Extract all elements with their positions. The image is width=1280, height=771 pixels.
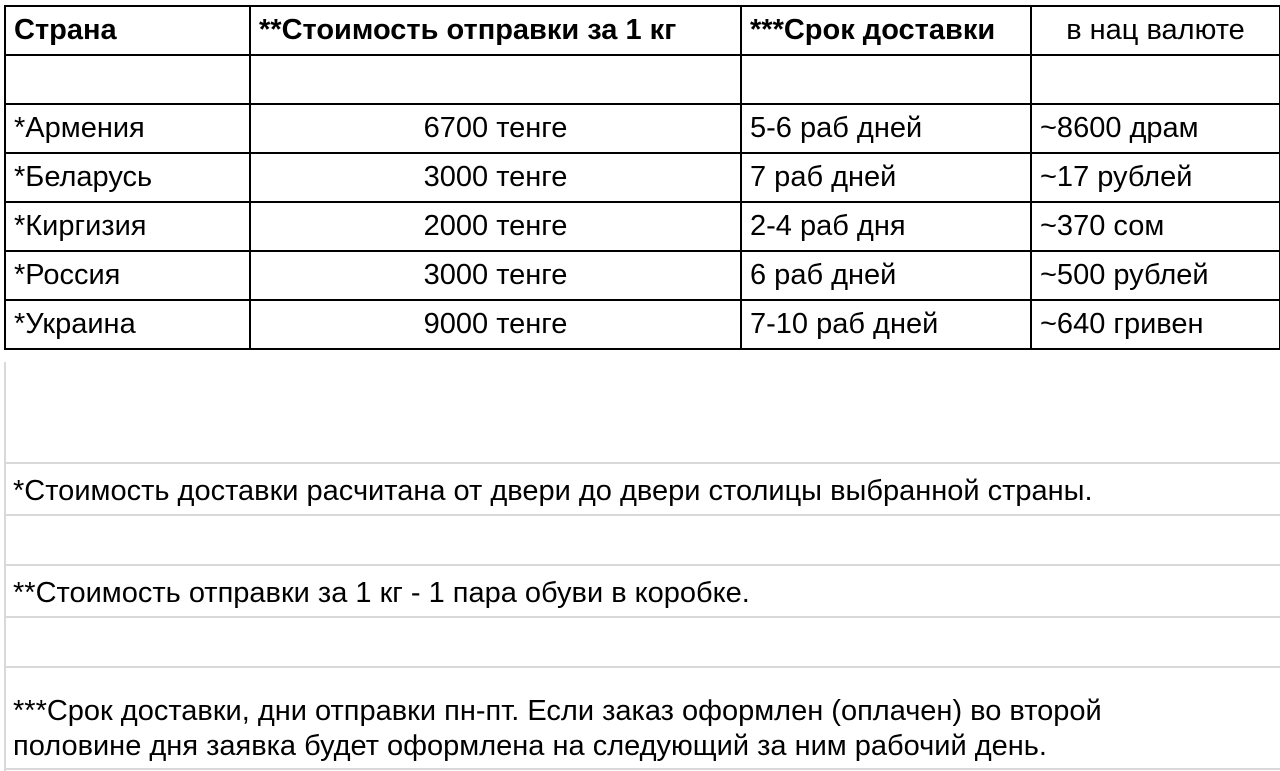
note-delivery-cost[interactable]: *Стоимость доставки расчитана от двери до двери столицы выбранной страны. (13, 475, 1093, 507)
table-row (5, 202, 1280, 251)
country-cell[interactable]: *Киргизия (5, 202, 250, 251)
term-cell[interactable]: 7-10 раб дней (741, 300, 1031, 349)
term-cell[interactable]: 6 раб дней (741, 251, 1031, 300)
table-blank-row (5, 55, 1280, 104)
table-cell[interactable] (741, 55, 1031, 104)
grid-line (4, 616, 1280, 618)
country-cell[interactable]: *Украина (5, 300, 250, 349)
grid-line (4, 666, 1280, 668)
header-country[interactable]: Страна (5, 6, 250, 55)
cost-cell[interactable]: 9000 тенге (250, 300, 741, 349)
grid-line (4, 362, 6, 771)
grid-line (4, 768, 1280, 770)
currency-cell[interactable]: ~500 рублей (1031, 251, 1280, 300)
cost-cell[interactable]: 2000 тенге (250, 202, 741, 251)
header-cost[interactable]: **Стоимость отправки за 1 кг (250, 6, 741, 55)
grid-line (4, 462, 1280, 464)
grid-line (4, 564, 1280, 566)
table-cell[interactable] (1031, 55, 1280, 104)
note-cost-per-kg[interactable]: **Стоимость отправки за 1 кг - 1 пара обуви в коробке. (13, 577, 750, 609)
term-cell[interactable]: 5-6 раб дней (741, 104, 1031, 153)
term-cell[interactable]: 7 раб дней (741, 153, 1031, 202)
shipping-table (4, 5, 1280, 350)
table-header-row (5, 6, 1280, 55)
note-delivery-term-line1[interactable]: ***Срок доставки, дни отправки пн-пт. Если заказ оформлен (оплачен) во второй (13, 695, 1102, 727)
header-currency[interactable]: в нац валюте (1031, 6, 1280, 55)
grid-line (4, 514, 1280, 516)
term-cell[interactable]: 2-4 раб дня (741, 202, 1031, 251)
table-row (5, 300, 1280, 349)
currency-cell[interactable]: ~8600 драм (1031, 104, 1280, 153)
table-row (5, 104, 1280, 153)
header-term[interactable]: ***Срок доставки (741, 6, 1031, 55)
country-cell[interactable]: *Армения (5, 104, 250, 153)
currency-cell[interactable]: ~640 гривен (1031, 300, 1280, 349)
table-cell[interactable] (5, 55, 250, 104)
currency-cell[interactable]: ~370 сом (1031, 202, 1280, 251)
currency-cell[interactable]: ~17 рублей (1031, 153, 1280, 202)
table-row (5, 153, 1280, 202)
table-row (5, 251, 1280, 300)
cost-cell[interactable]: 3000 тенге (250, 251, 741, 300)
cost-cell[interactable]: 6700 тенге (250, 104, 741, 153)
note-delivery-term-line2[interactable]: половине дня заявка будет оформлена на следующий за ним рабочий день. (13, 730, 1047, 762)
country-cell[interactable]: *Россия (5, 251, 250, 300)
country-cell[interactable]: *Беларусь (5, 153, 250, 202)
cost-cell[interactable]: 3000 тенге (250, 153, 741, 202)
table-cell[interactable] (250, 55, 741, 104)
